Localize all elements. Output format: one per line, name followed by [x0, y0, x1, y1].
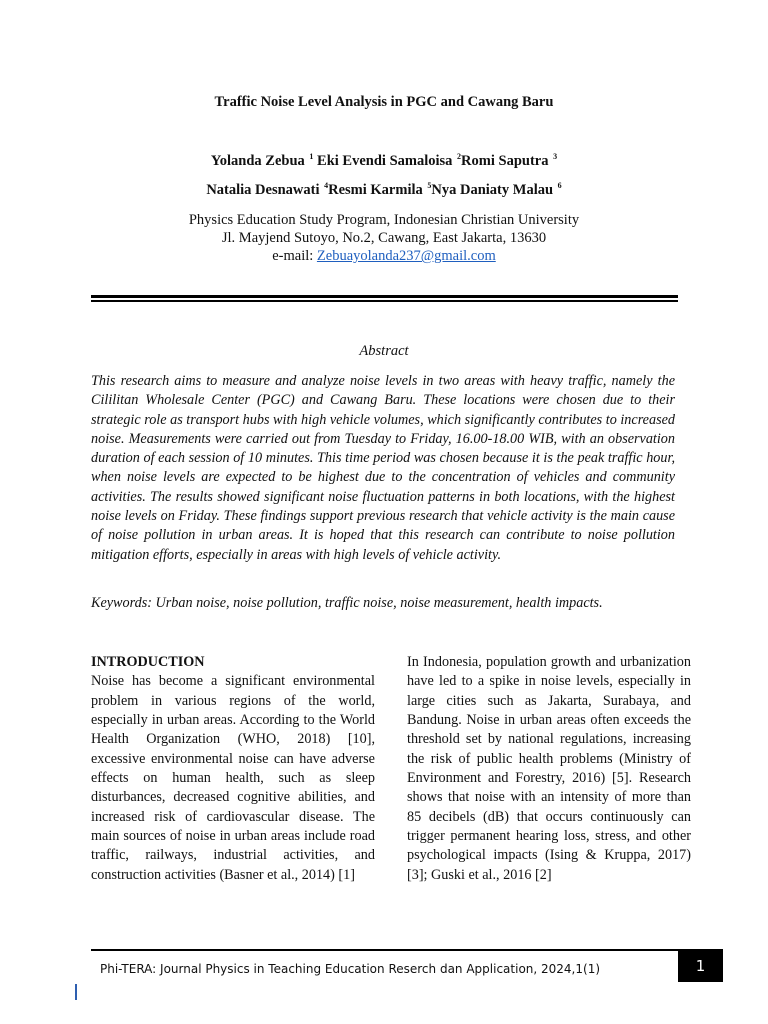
abstract-text: This research aims to measure and analyze noise levels in two areas with heavy traffic, namely the Cililitan Wholesale Center (PGC) and Cawang Baru. These locations were chosen due to their strategic role as transport hubs with high vehicle volumes, which significantly contributes to increased noise. Measurements were carried out from Tuesday to Friday, 16.00-18.00 WIB, with an observation duration of each session of 10 minutes. This time period was chosen because it is the peak traffic hour, when noise levels are expected to be highest due to the concentration of vehicles and community activities. The results showed significant noise fluctuation patterns in both locations, with the highest noise levels on Friday. These findings support previous research that vehicle activity is the main cause of noise pollution in urban areas. It is hoped that this research can contribute to noise pollution mitigation efforts, especially in areas with high levels of vehicle activity.: [91, 373, 675, 563]
header-rule-thick: [91, 295, 678, 298]
email-link[interactable]: Zebuayolanda237@gmail.com: [316, 248, 496, 264]
author-name: Romi Saputra: [461, 153, 553, 169]
author-name: Eki Evendi Samaloisa: [313, 153, 457, 169]
intro-paragraph-2: In Indonesia, population growth and urbanization have led to a spike in noise levels, especially in large cities such as Jakarta, Surabaya, and Bandung. Noise in urban areas often exceeds the threshold set by national regulations, increasing the risk of public health problems (Ministry of Environment and Forestry, 2016) [5]. Research shows that noise with an intensity of more than 85 decibels (dB) that occurs continuously can trigger permanent hearing loss, stress, and other psychological impacts (Ising & Kruppa, 2017) [3]; Guski et al., 2016 [2]: [407, 654, 691, 883]
author-name: Natalia Desnawati: [206, 182, 324, 198]
footer-rule: [91, 949, 723, 951]
header-rule-thin: [91, 300, 678, 302]
author-name: Nya Daniaty Malau: [431, 182, 557, 198]
author-affil-mark: 6: [557, 181, 562, 190]
author-affil-mark: 4: [324, 181, 329, 190]
address: Jl. Mayjend Sutoyo, No.2, Cawang, East Jakarta, 13630: [221, 230, 547, 246]
right-column: [407, 653, 691, 885]
left-column: [91, 653, 375, 885]
paper-title: Traffic Noise Level Analysis in PGC and Cawang Baru: [214, 94, 554, 110]
keywords: Keywords: Urban noise, noise pollution, traffic noise, noise measurement, health impacts.: [91, 595, 603, 611]
author-line-1: [0, 152, 768, 170]
author-name: Yolanda Zebua: [210, 153, 309, 169]
author-name: Resmi Karmila: [328, 182, 427, 198]
author-affil-mark: 5: [427, 181, 432, 190]
affiliation: Physics Education Study Program, Indonesian Christian University: [188, 212, 580, 228]
footer-journal: Phi-TERA: Journal Physics in Teaching Education Reserch dan Application, 2024,1(1): [100, 962, 601, 976]
intro-paragraph-1: Noise has become a significant environmental problem in various regions of the world, especially in urban areas. According to the World Health Organization (WHO, 2018) [10], excessive environmental noise can have adverse effects on human health, such as sleep disturbances, decreased cognitive abilities, and increased risk of cardiovascular disease. The main sources of noise in urban areas include road traffic, railways, industrial activities, and construction activities (Basner et al., 2014) [1]: [91, 673, 375, 883]
email-label: e-mail:: [272, 248, 317, 264]
abstract-heading: Abstract: [359, 343, 409, 359]
author-line-2: [0, 181, 768, 199]
section-heading-introduction: INTRODUCTION: [91, 654, 205, 670]
text-cursor: [75, 984, 77, 1000]
email-line: [0, 247, 768, 266]
page-number: 1: [678, 951, 723, 982]
author-affil-mark: 2: [457, 152, 462, 161]
author-affil-mark: 3: [553, 152, 558, 161]
author-affil-mark: 1: [309, 152, 314, 161]
